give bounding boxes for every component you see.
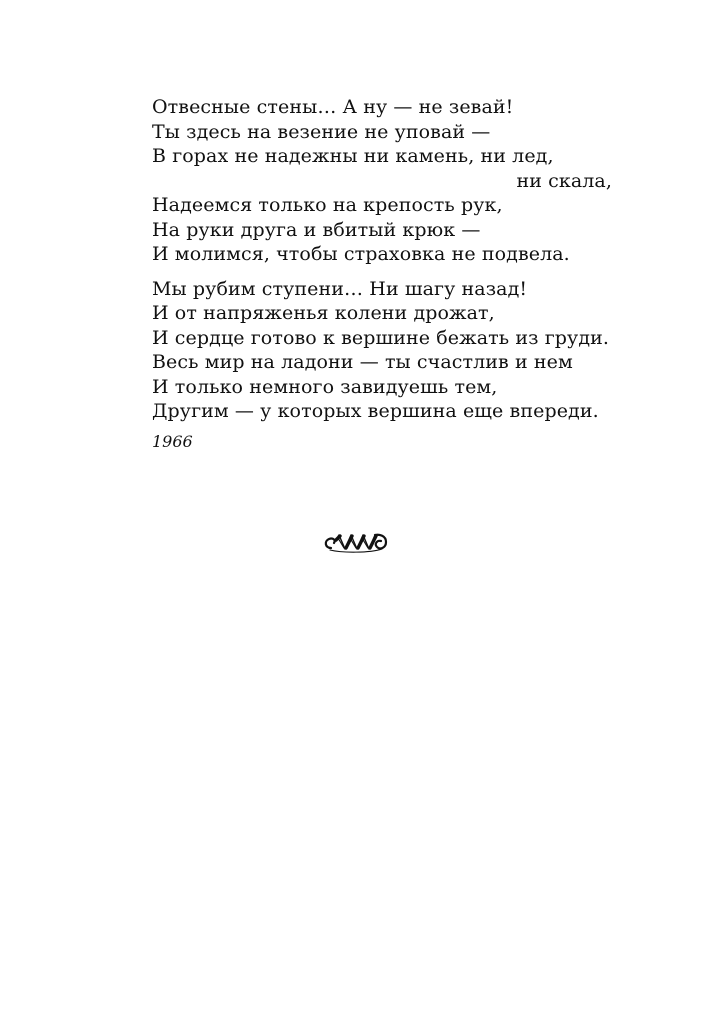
stanza-2	[152, 277, 612, 424]
poem	[152, 95, 612, 424]
calligraphic-ornament-icon	[322, 528, 392, 556]
poem-date: 1966	[152, 432, 193, 451]
poem-line: Ты здесь на везение не уповай —	[152, 120, 491, 143]
poem-line: На руки друга и вбитый крюк —	[152, 218, 481, 241]
poem-line: И сердце готово к вершине бежать из груди.	[152, 326, 610, 349]
poem-line: Весь мир на ладони — ты счастлив и нем	[152, 351, 573, 373]
poem-line: Мы рубим ступени… Ни шагу назад!	[152, 277, 528, 300]
poem-line: Надеемся только на крепость рук,	[152, 194, 503, 216]
poem-line: Отвесные стены… А ну — не зевай!	[152, 96, 514, 118]
poem-line: В горах не надежны ни камень, ни лед,	[152, 145, 554, 167]
stanza-1	[152, 95, 612, 267]
poem-line-continuation: ни скала,	[516, 169, 612, 192]
poem-line: Другим — у которых вершина еще впереди.	[152, 400, 599, 422]
poem-line: И молимся, чтобы страховка не подвела.	[152, 243, 570, 265]
poem-line: И только немного завидуешь тем,	[152, 375, 498, 398]
poem-line: И от напряженья колени дрожат,	[152, 302, 495, 324]
